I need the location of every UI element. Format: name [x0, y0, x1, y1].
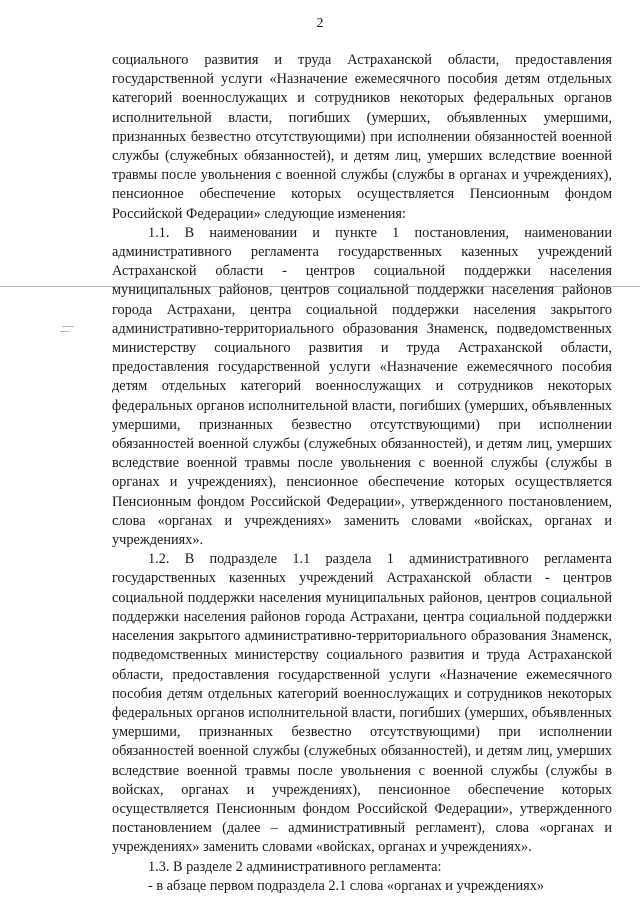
paragraph-1-3: 1.3. В разделе 2 административного регламента:: [148, 858, 442, 875]
paragraph-continuation: социального развития и труда Астраханской области, предоставления государственной услуги «Назначение ежемесячного пособия детям отдельных категорий военнослужащих и сотрудников некоторых федеральных органов исполнительной власти, погибших (умерших, объявленных умершими, признанных безвестно отсутствующими) при исполнении обязанностей военной службы (служебных обязанностей), и детям лиц, умерших вследствие военной травмы после увольнения с военной службы (службы в органах и учреждениях), пенсионное обеспечение которых осуществляется Пенсионным фондом Российской Федерации» следующие изменения:: [112, 52, 612, 222]
paragraph-list-item: - в абзаце первом подраздела 2.1 слова «органах и учреждениях»: [148, 877, 545, 894]
scan-artifact-mark: [62, 326, 74, 327]
paragraph-1-1: 1.1. В наименовании и пункте 1 постановления, наименовании административного регламента государственных казенных учреждений Астраханской области - центров социальной поддержки населения муниципальных районов, центров социальной поддержки населения районов города Астрахани, центра социальной поддержки населения закрытого административно-территориального образования Знаменск, подведомственных министерству социального развития и труда Астраханской области, предоставления государственной услуги «Назначение ежемесячного пособия детям отдельных категорий военнослужащих и сотрудников некоторых федеральных органов исполнительной власти, погибших (умерших, объявленных умершими, признанных безвестно отсутствующими) при исполнении обязанностей военной службы (служебных обязанностей), и детям лиц, умерших вследствие военной травмы после увольнения с военной службы (службы в органах и учреждениях), пенсионное обеспечение которых осуществляется Пенсионным фондом Российской Федерации», утвержденного постановлением, слова «органах и учреждениях» заменить словами «войсках, органах и учреждениях».: [112, 224, 612, 549]
paragraph-1-2: 1.2. В подразделе 1.1 раздела 1 административного регламента государственных казенных учреждений Астраханской области - центров социальной поддержки населения муниципальных районов, центров социальной поддержки населения районов города Астрахани, центра социальной поддержки населения закрытого административно-территориального образования Знаменск, подведомственных министерству социального развития и труда Астраханской области, предоставления государственной услуги «Назначение ежемесячного пособия детям отдельных категорий военнослужащих и сотрудников некоторых федеральных органов исполнительной власти, погибших (умерших, объявленных умершими, признанных безвестно отсутствующими) при исполнении обязанностей военной службы (служебных обязанностей), и детям лиц, умерших вследствие военной травмы после увольнения с военной службы (службы в войсках, органах и учреждениях), пенсионное обеспечение которых осуществляется Пенсионным фондом Российской Федерации», утвержденного постановлением (далее – административный регламент), слова «органах и учреждениях» заменить словами «войсках, органах и учреждениях».: [112, 551, 612, 856]
page-number: 2: [316, 16, 324, 31]
document-body: [112, 51, 612, 896]
scan-artifact-mark: [60, 331, 69, 332]
